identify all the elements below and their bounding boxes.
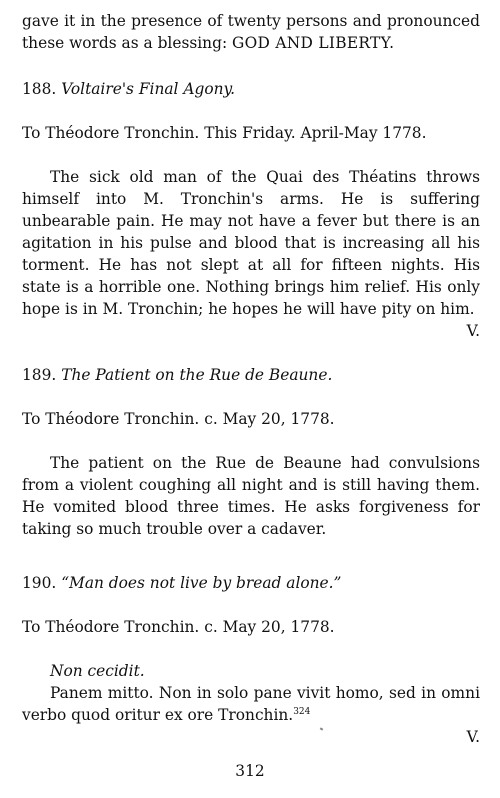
letter-190-body-line2	[22, 682, 480, 726]
letter-190-signature: V.	[466, 728, 480, 746]
letter-190-addressee: To Théodore Tronchin. c. May 20, 1778.	[22, 618, 335, 636]
letter-189-number: 189.	[22, 366, 57, 384]
letter-190-heading	[22, 572, 480, 594]
footnote-marker: 324	[293, 707, 311, 717]
letter-190-body-text: Panem mitto. Non in solo pane vivit homo, sed in omni verbo quod oritur ex ore Tronchin.	[22, 684, 480, 724]
letter-190-title: “Man does not live by bread alone.”	[61, 574, 342, 592]
letter-188-heading	[22, 78, 480, 100]
letter-188-body: The sick old man of the Quai des Théatins throws himself into M. Tronchin's arms. He is suffering unbearable pain. He may not have a fever but there is an agitation in his pulse and blood that is increasing all his torment. He has not slept at all for fifteen nights. His state is a horrible one. Nothing brings him relief. His only hope is in M. Tronchin; he hopes he will have pity on him.	[22, 168, 480, 318]
letter-189-title: The Patient on the Rue de Beaune.	[61, 366, 333, 384]
letter-189-body: The patient on the Rue de Beaune had convulsions from a violent coughing all night and is still having them. He vomited blood three times. He asks forgiveness for taking so much trouble over a cadaver.	[22, 454, 480, 538]
intro-caps-text: GOD AND LIBERTY.	[232, 34, 395, 52]
page-content	[22, 10, 480, 748]
letter-189-addressee: To Théodore Tronchin. c. May 20, 1778.	[22, 410, 335, 428]
letter-189-heading	[22, 364, 480, 386]
letter-188-number: 188.	[22, 80, 57, 98]
letter-190-number: 190.	[22, 574, 57, 592]
intro-paragraph	[22, 10, 480, 54]
letter-188-title: Voltaire's Final Agony.	[61, 80, 236, 98]
intro-text: gave it in the presence of twenty persons and pronounced these words as a blessing:	[22, 12, 480, 52]
letter-188-signature: V.	[466, 322, 480, 340]
letter-190-body-line1: Non cecidit.	[50, 662, 145, 680]
letter-188-addressee: To Théodore Tronchin. This Friday. April-May 1778.	[22, 124, 427, 142]
page-number: 312	[235, 762, 265, 780]
